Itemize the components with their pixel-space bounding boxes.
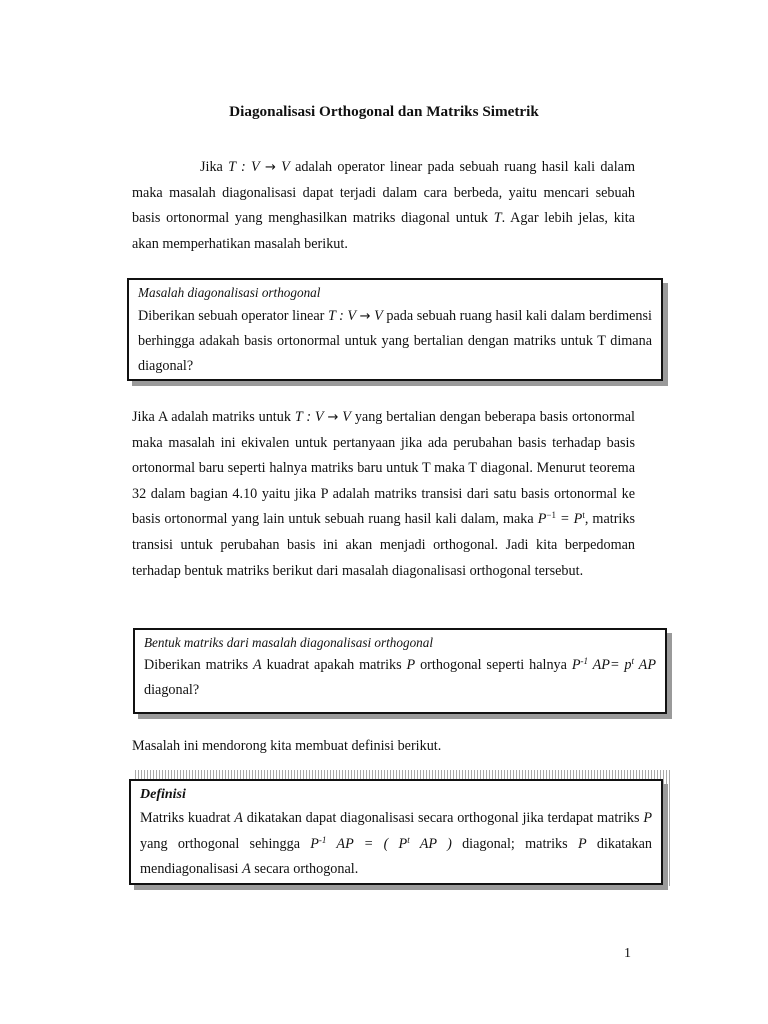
text-run: kuadrat apakah matriks (261, 657, 407, 673)
superscript: -1 (318, 834, 327, 845)
arrow-symbol: → (327, 410, 339, 425)
box-heading: Bentuk matriks dari masalah diagonalisasi orthogonal (144, 635, 434, 650)
math-expression: A (234, 810, 243, 826)
text-run: diagonal; matriks (451, 835, 578, 852)
superscript: t (582, 510, 585, 521)
box-body (138, 304, 652, 379)
math-expression: = P (556, 511, 583, 528)
definition-box (129, 779, 663, 885)
math-expression: P (643, 810, 652, 826)
math-expression: P (577, 835, 587, 852)
text-run: Matriks kuadrat (140, 810, 235, 826)
intro-paragraph (132, 155, 635, 257)
text-run: secara orthogonal. (250, 861, 359, 877)
math-expression: T : V (228, 159, 260, 175)
box-body (144, 653, 656, 703)
matrix-form-box (133, 628, 667, 714)
text-run: , matriks transisi untuk perubahan basis ini akan menjadi orthogonal. Jadi kita berpedoman terhadap bentuk matriks berikut dari masalah diagonalisasi orthogonal tersebut. (132, 511, 635, 579)
box-heading: Masalah diagonalisasi orthogonal (138, 285, 321, 300)
box-heading: Definisi (140, 787, 186, 802)
text-run: Jika (200, 159, 229, 175)
math-expression: AP (634, 657, 656, 673)
math-expression: AP ) (409, 835, 452, 852)
page-number: 1 (624, 946, 631, 961)
text-run: pada sebuah ruang hasil kali dalam berdimensi berhingga adakah basis ortonormal untuk yang bertalian dengan matriks untuk T dimana diagonal? (138, 308, 652, 374)
text-run: dikatakan mendiagonalisasi (140, 835, 653, 877)
math-expression: T (493, 210, 502, 226)
text-run: diagonal? (144, 682, 200, 698)
superscript: t (631, 656, 635, 666)
text-run: yang orthogonal sehingga (140, 835, 311, 852)
arrow-symbol: → (359, 309, 371, 324)
text-run: Diberikan matriks (144, 657, 254, 673)
arrow-symbol: → (264, 160, 276, 175)
explanation-paragraph (132, 405, 635, 584)
superscript: -1 (580, 656, 588, 666)
math-expression: P (537, 511, 547, 528)
math-expression: T : V (327, 308, 357, 324)
text-run: adalah operator linear pada sebuah ruang hasil kali dalam maka masalah diagonalisasi dapat terjadi dalam cara berbeda, yaitu mencari sebuah basis ortonormal yang menghasilkan matriks diagonal untuk (132, 159, 635, 226)
math-expression: A (242, 861, 251, 877)
text-run: . Agar lebih jelas, kita akan memperhatikan masalah berikut. (132, 210, 635, 252)
math-expression: P (406, 657, 416, 673)
text-run: dikatakan dapat diagonalisasi secara orthogonal jika terdapat matriks (242, 810, 644, 826)
text-run: Jika A adalah matriks untuk (132, 409, 295, 425)
math-expression: V (338, 409, 351, 425)
box-body (140, 806, 652, 883)
math-expression: P (571, 657, 581, 673)
transition-paragraph: Masalah ini mendorong kita membuat definisi berikut. (132, 738, 442, 754)
text-run: orthogonal seperti halnya (415, 657, 572, 673)
page-title: Diagonalisasi Orthogonal dan Matriks Simetrik (229, 103, 539, 120)
text-run: Diberikan sebuah operator linear (138, 308, 328, 324)
math-expression: AP = ( P (326, 835, 408, 852)
superscript: −1 (546, 510, 556, 521)
math-expression: V (370, 308, 383, 324)
text-run: yang bertalian dengan beberapa basis ortonormal maka masalah ini ekivalen untuk pertanyaan jika ada perubahan basis terhadap basis ortonormal baru seperti halnya matriks baru untuk T maka T diagonal. Menurut teorema 32 dalam bagian 4.10 yaitu jika P adalah matriks transisi dari satu basis ortonormal ke basis ortonormal yang lain untuk sebuah ruang hasil kali dalam, maka (132, 409, 635, 528)
math-expression: P (310, 835, 319, 852)
math-expression: A (253, 657, 262, 673)
math-expression: V (275, 159, 290, 175)
problem-box (127, 278, 663, 381)
math-expression: AP= p (588, 657, 632, 673)
superscript: t (407, 834, 410, 845)
math-expression: T : V (294, 409, 324, 425)
